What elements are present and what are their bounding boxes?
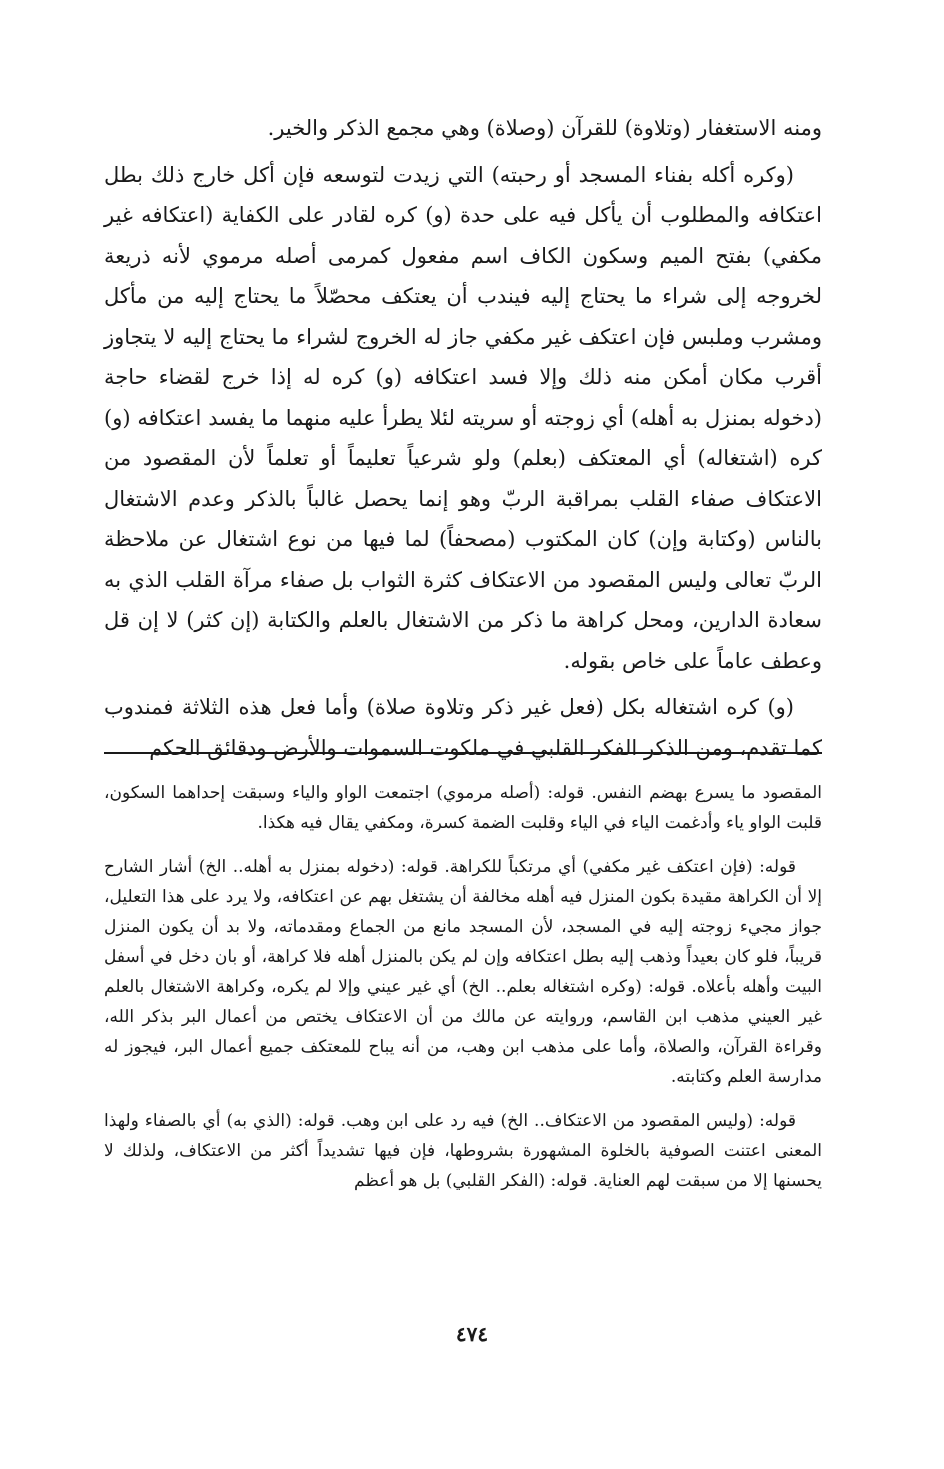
main-paragraph: (و) كره اشتغاله بكل (فعل غير ذكر وتلاوة صلاة) وأما فعل هذه الثلاثة فمندوب كما تقدم، ومن الذكر الفكر القلبي في ملكوت السموات والأرض ودقائق الحكم [104,695,822,760]
main-text [104,108,822,768]
footnote-paragraph: قوله: (فإن اعتكف غير مكفي) أي مرتكباً للكراهة. قوله: (دخوله بمنزل به أهله.. الخ) أشار الشارح إلا أن الكراهة مقيدة بكون المنزل فيه أهله مخالفة أن يشتغل بهم عن اعتكافه، ولا يرد على هذا التعليل، جواز مجيء زوجته إليه في المسجد، لأن المسجد مانع من الجماع ومقدماته، ولا بد أن يكون المنزل قريباً، فلو كان بعيداً وذهب إليه بطل اعتكافه وإن لم يكن بالمنزل أهله فلا كراهة، أو بان دخل في أسفل البيت وأهله بأعلاه. قوله: (وكره اشتغاله بعلم.. الخ) أي غير عيني وإلا لم يكره، وكراهة الاشتغال بالعلم غير العيني مذهب ابن القاسم، وروايته عن مالك من أن الاعتكاف يختص من أعمال البر بذكر الله، وقراءة القرآن، والصلاة، وأما على مذهب ابن وهب، من أنه يباح للمعتكف جميع أعمال البر، فيجوز له مدارسة العلم وكتابته. [104,857,822,1087]
page-number: ٤٧٤ [455,1322,489,1346]
main-paragraph: (وكره أكله بفناء المسجد أو رحبته) التي زيدت لتوسعه فإن أكل خارج ذلك بطل اعتكافه والمطلوب أن يأكل فيه على حدة (و) كره لقادر على الكفاية (اعتكافه غير مكفي) بفتح الميم وسكون الكاف اسم مفعول كمرمى أصله مرموي لأنه ذريعة لخروجه إلى شراء ما يحتاج إليه فيندب أن يعتكف محصّلاً ما يحتاج إليه من مأكل ومشرب وملبس فإن اعتكف غير مكفي جاز له الخروج لشراء ما يحتاج إليه لا يتجاوز أقرب مكان أمكن منه ذلك وإلا فسد اعتكافه (و) كره له إذا خرج لقضاء حاجة (دخوله بمنزل به أهله) أي زوجته أو سريته لئلا يطرأ عليه منهما ما يفسد اعتكافه (و) كره (اشتغاله) أي المعتكف (بعلم) ولو شرعياً تعليماً أو تعلماً لأن المقصود من الاعتكاف صفاء القلب بمراقبة الربّ وهو إنما يحصل غالباً بالذكر وعدم الاشتغال بالناس (وكتابة وإن) كان المكتوب (مصحفاً) لما فيها من نوع اشتغال عن ملاحظة الربّ تعالى وليس المقصود من الاعتكاف كثرة الثواب بل صفاء مرآة القلب الذي به سعادة الدارين، ومحل كراهة ما ذكر من الاشتغال بالعلم والكتابة (إن كثر) لا إن قل وعطف عاماً على خاص بقوله. [104,162,822,673]
footnote-paragraph: المقصود ما يسرع بهضم النفس. قوله: (أصله مرموي) اجتمعت الواو والياء وسبقت إحداهما السكون، قلبت الواو ياء وأدغمت الياء في الياء وقلبت الضمة كسرة، ومكفي يقال فيه هكذا. [104,783,822,833]
footnote-paragraph: قوله: (وليس المقصود من الاعتكاف.. الخ) فيه رد على ابن وهب. قوله: (الذي به) أي بالصفاء ولهذا المعنى اعتنت الصوفية بالخلوة المشهورة بشروطها، فإن فيها تشديداً أكثر من الاعتكاف، ولذلك لا يحسنها إلا من سبقت لهم العناية. قوله: (الفكر القلبي) بل هو أعظم [104,1111,822,1191]
main-paragraph: ومنه الاستغفار (وتلاوة) للقرآن (وصلاة) وهي مجمع الذكر والخير. [267,116,822,140]
footnote-divider [104,752,822,754]
footnotes [104,778,822,1196]
